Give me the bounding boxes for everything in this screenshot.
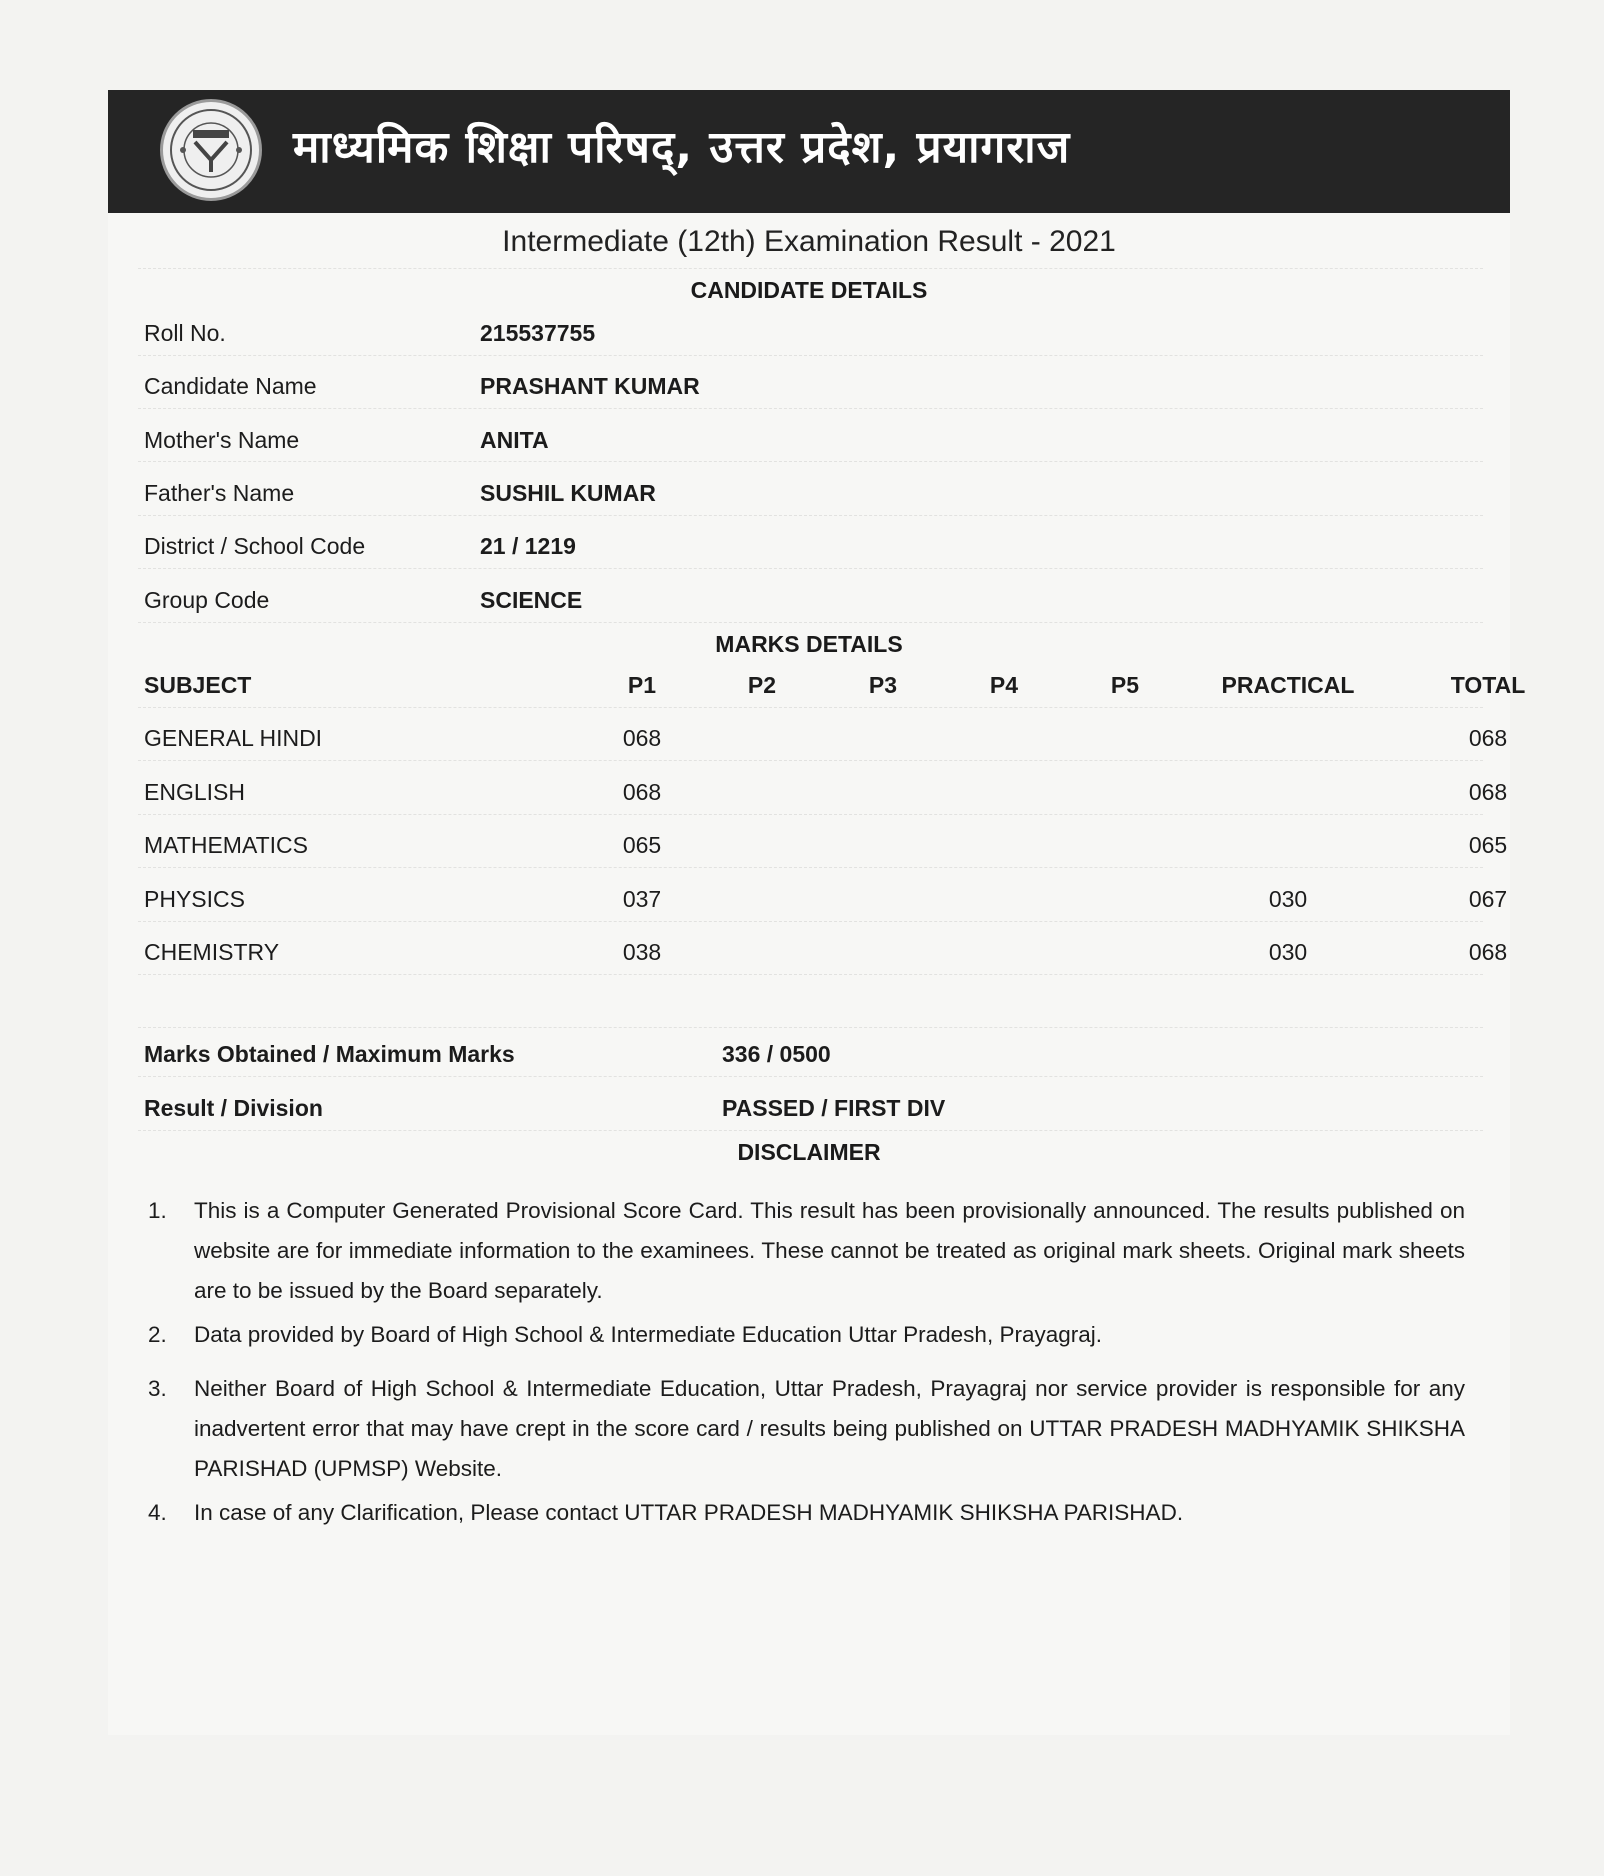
field-candidate-name [108, 366, 1510, 406]
p1-cell: 068 [622, 725, 662, 751]
p1-cell: 037 [622, 886, 662, 912]
header-p2: P2 [747, 672, 777, 698]
field-label: Mother's Name [144, 427, 300, 453]
table-row [108, 879, 1510, 919]
header-p3: P3 [868, 672, 898, 698]
candidate-details-title: CANDIDATE DETAILS [690, 277, 928, 303]
field-label: Group Code [144, 587, 270, 613]
header-p5: P5 [1110, 672, 1140, 698]
field-value: 215537755 [480, 320, 596, 346]
disclaimer-item [148, 1315, 1465, 1355]
p1-cell: 065 [622, 832, 662, 858]
field-label: Father's Name [144, 480, 295, 506]
total-cell: 068 [1468, 939, 1508, 965]
field-father-name [108, 473, 1510, 513]
header-p4: P4 [989, 672, 1019, 698]
p1-cell: 038 [622, 939, 662, 965]
disclaimer-item [148, 1493, 1465, 1533]
disclaimer-number: 4. [148, 1500, 167, 1525]
disclaimer-number: 2. [148, 1322, 167, 1347]
total-cell: 065 [1468, 832, 1508, 858]
field-value: SUSHIL KUMAR [480, 480, 656, 506]
disclaimer-text: This is a Computer Generated Provisional Score Card. This result has been provisionally announced. The results published on website are for immediate information to the examinees. These cannot be treated as original mark sheets. Original mark sheets are to be issued by the Board separately. [194, 1198, 1465, 1303]
table-row [108, 772, 1510, 812]
result-value: PASSED / FIRST DIV [722, 1095, 946, 1121]
field-value: SCIENCE [480, 587, 583, 613]
practical-cell: 030 [1268, 886, 1308, 912]
marks-obtained-label: Marks Obtained / Maximum Marks [144, 1041, 515, 1067]
subject-cell: CHEMISTRY [144, 939, 280, 965]
marks-obtained-value: 336 / 0500 [722, 1041, 831, 1067]
header-total: TOTAL [1450, 672, 1526, 698]
disclaimer-title: DISCLAIMER [737, 1139, 881, 1165]
field-group-code [108, 580, 1510, 620]
header-banner [108, 90, 1510, 213]
disclaimer-text: Data provided by Board of High School & Intermediate Education Uttar Pradesh, Prayagraj. [194, 1322, 1102, 1347]
table-row [108, 718, 1510, 758]
disclaimer-text: Neither Board of High School & Intermediate Education, Uttar Pradesh, Prayagraj nor service provider is responsible for any inadvertent error that may have crept in the score card / results being published on UTTAR PRADESH MADHYAMIK SHIKSHA PARISHAD (UPMSP) Website. [194, 1376, 1465, 1481]
subject-cell: PHYSICS [144, 886, 245, 912]
subject-cell: ENGLISH [144, 779, 245, 805]
field-roll-no [108, 313, 1510, 353]
total-cell: 067 [1468, 886, 1508, 912]
practical-cell: 030 [1268, 939, 1308, 965]
marks-header-row [108, 665, 1526, 705]
header-practical: PRACTICAL [1221, 672, 1355, 698]
table-row [108, 932, 1510, 972]
disclaimer-number: 1. [148, 1198, 167, 1223]
field-mother-name [108, 420, 1510, 460]
result-label: Result / Division [144, 1095, 323, 1121]
subject-cell: MATHEMATICS [144, 832, 308, 858]
field-label: District / School Code [144, 533, 366, 559]
disclaimer-number: 3. [148, 1376, 167, 1401]
total-cell: 068 [1468, 725, 1508, 751]
header-p1: P1 [627, 672, 657, 698]
disclaimer-item [148, 1191, 1465, 1311]
upmsp-emblem-icon [160, 99, 262, 201]
result-row [108, 1088, 1510, 1128]
disclaimer-item [148, 1369, 1465, 1489]
p1-cell: 068 [622, 779, 662, 805]
disclaimer-text: In case of any Clarification, Please contact UTTAR PRADESH MADHYAMIK SHIKSHA PARISHAD. [194, 1500, 1184, 1525]
marks-summary-row [108, 1034, 1510, 1074]
field-label: Candidate Name [144, 373, 317, 399]
field-value: 21 / 1219 [480, 533, 576, 559]
field-district-school-code [108, 526, 1510, 566]
field-value: ANITA [480, 427, 549, 453]
total-cell: 068 [1468, 779, 1508, 805]
header-subject: SUBJECT [144, 672, 252, 698]
result-sheet [108, 90, 1526, 1735]
board-name: माध्यमिक शिक्षा परिषद्, उत्तर प्रदेश, प्रयागराज [293, 122, 1071, 173]
field-label: Roll No. [144, 320, 226, 346]
field-value: PRASHANT KUMAR [480, 373, 700, 399]
subject-cell: GENERAL HINDI [144, 725, 323, 751]
table-row [108, 825, 1510, 865]
exam-title: Intermediate (12th) Examination Result - 2021 [502, 225, 1116, 258]
marks-details-title: MARKS DETAILS [715, 631, 903, 657]
